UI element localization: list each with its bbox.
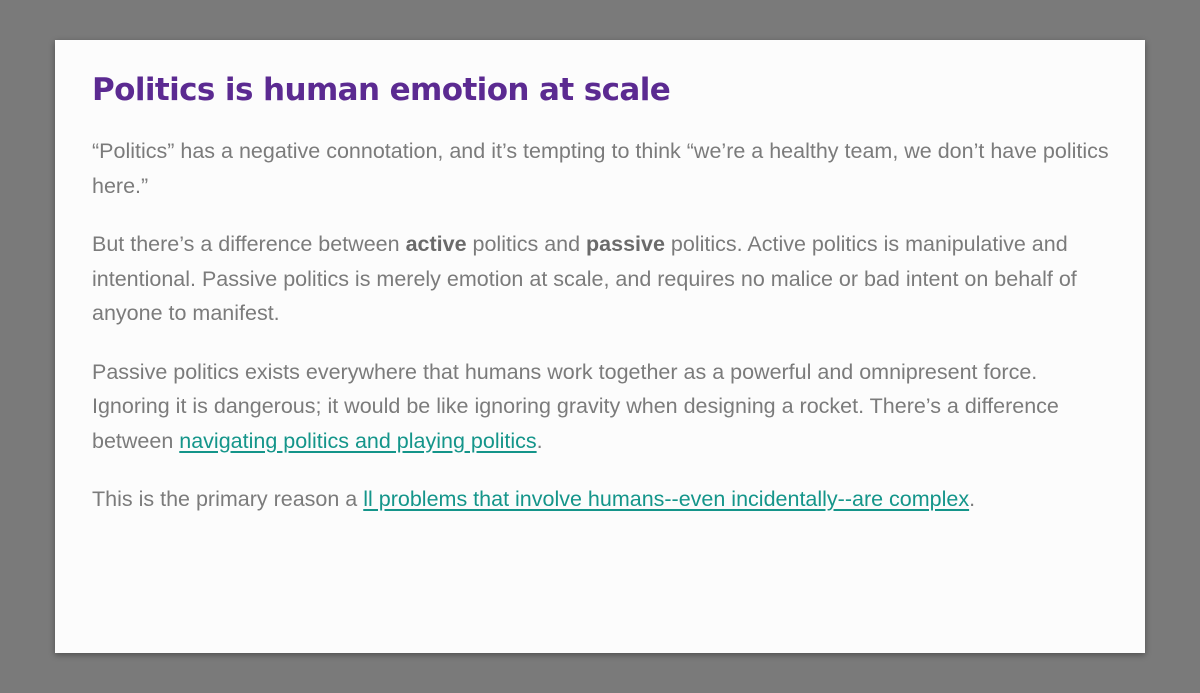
text-segment: But there’s a difference between bbox=[92, 232, 406, 256]
text-segment: . bbox=[969, 487, 976, 511]
paragraph-passive-politics bbox=[92, 355, 1109, 459]
paragraph-primary-reason bbox=[92, 482, 1109, 517]
article-card bbox=[55, 40, 1145, 653]
paragraph-active-passive bbox=[92, 227, 1109, 331]
link-problems-complex[interactable]: ll problems that involve humans--even incidentally--are complex bbox=[363, 487, 970, 511]
text-segment: This is the primary reason a bbox=[92, 487, 364, 511]
paragraph-intro: “Politics” has a negative connotation, and it’s tempting to think “we’re a healthy team, we don’t have politics here.” bbox=[92, 139, 1109, 198]
emphasis-active: active bbox=[405, 232, 467, 256]
text-segment: . bbox=[536, 428, 543, 453]
link-navigating-politics[interactable]: navigating politics and playing politics bbox=[179, 428, 537, 453]
text-segment: politics. Active politics is manipulative and intentional. Passive politics is merely emotion at scale, and requires no malice or bad intent on behalf of anyone to manifest. bbox=[92, 232, 1077, 325]
emphasis-passive: passive bbox=[586, 232, 665, 256]
text-segment: politics and bbox=[466, 232, 587, 256]
text-segment: Passive politics exists everywhere that humans work together as a powerful and omnipresent force. Ignoring it is dangerous; it would be like ignoring gravity when designing a rocket. There’s a difference between bbox=[92, 359, 1059, 453]
article-title: Politics is human emotion at scale bbox=[92, 72, 671, 108]
